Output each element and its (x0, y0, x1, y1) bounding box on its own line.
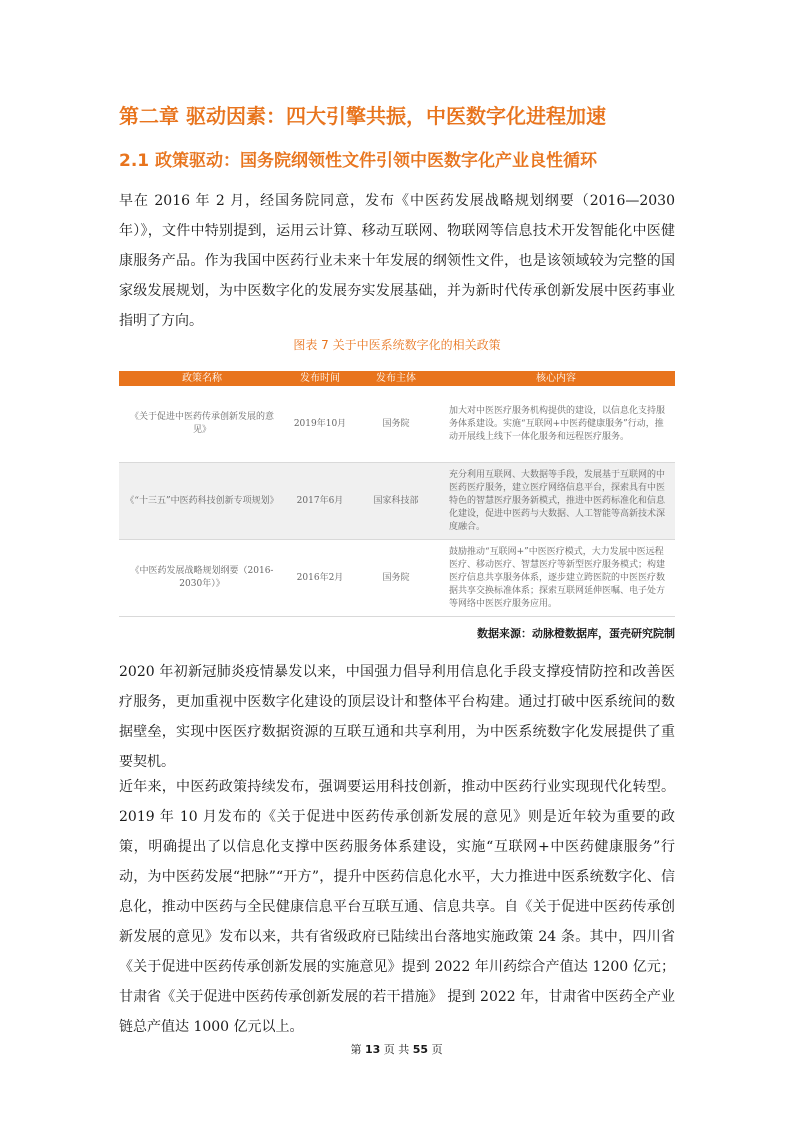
figure-title: 图表 7 关于中医系统数字化的相关政策 (293, 338, 501, 352)
footer-prefix: 第 (350, 1043, 362, 1056)
paragraph-recent-policies (119, 772, 675, 1042)
page-footer (0, 1041, 793, 1057)
section-title: 2.1 政策驱动：国务院纲领性文件引领中医数字化产业良性循环 (119, 151, 598, 171)
release-date-cell: 2019年10月 (285, 386, 355, 463)
total-page-count: 55 (412, 1043, 429, 1056)
release-date-cell: 2016年2月 (285, 540, 355, 617)
policy-name-cell: 《关于促进中医药传承创新发展的意见》 (119, 386, 285, 463)
table-header-row (119, 371, 675, 386)
paragraph-covid (119, 657, 675, 777)
chapter-title: 第二章 驱动因素：四大引擎共振，中医数字化进程加速 (119, 104, 606, 128)
paragraph-text: 2020 年初新冠肺炎疫情暴发以来，中国强力倡导利用信息化手段支撑疫情防控和改善医疗服务，更加重视中医数字化建设的顶层设计和整体平台构建。通过打破中医系统间的数据壁垒，实现中医医疗数据资源的互联互通和共享利用，为中医系统数字化发展提供了重要契机。 (119, 664, 675, 770)
core-content-cell: 鼓励推动“互联网+”中医医疗模式，大力发展中医远程医疗、移动医疗、智慧医疗等新型医疗服务模式；构建医疗信息共享服务体系，逐步建立跨医院的中医医疗数据共享交换标准体系；探索互联网延伸医嘱、电子处方等网络中医医疗服务应用。 (437, 540, 675, 617)
issuer-cell: 国务院 (355, 540, 437, 617)
paragraph-text: 近年来，中医药政策持续发布，强调要运用科技创新，推动中医药行业实现现代化转型。2019 年 10 月发布的《关于促进中医药传承创新发展的意见》则是近年较为重要的政策，明确提出了以信息化支撑中医药服务体系建设，实施“互联网+中医药健康服务”行动，为中医药发展“把脉”“开方”，提升中医药信息化水平，大力推进中医系统数字化、信息化，推动中医药与全民健康信息平台互联互通、信息共享。自《关于促进中医药传承创新发展的意见》发布以来，共有省级政府已陆续出台落地实施政策 24 条。其中，四川省《关于促进中医药传承创新发展的实施意见》提到 2022 年川药综合产值达 1200 亿元；甘肃省《关于促进中医药传承创新发展的若干措施》 提到 2022 年，甘肃省中医药全产业链总产值达 1000 亿元以上。 (119, 779, 675, 1035)
policy-name-cell: 《“十三五”中医药科技创新专项规划》 (119, 463, 285, 540)
core-content-cell: 加大对中医医疗服务机构提供的建设，以信息化支持服务体系建设。实施“互联网+中医药健康服务”行动，推动开展线上线下一体化服务和远程医疗服务。 (437, 386, 675, 463)
current-page-number: 13 (364, 1043, 381, 1056)
issuer-cell: 国务院 (355, 386, 437, 463)
header-release-date: 发布时间 (285, 371, 355, 386)
header-core-content: 核心内容 (437, 371, 675, 386)
paragraph-text: 早在 2016 年 2 月，经国务院同意，发布《中医药发展战略规划纲要（2016—2030 年）》，文件中特别提到，运用云计算、移动互联网、物联网等信息技术开发智能化中医健康服务产品。作为我国中医药行业未来十年发展的纲领性文件，也是该领域较为完整的国家级发展规划，为中医数字化的发展夯实发展基础，并为新时代传承创新发展中医药事业指明了方向。 (119, 193, 675, 329)
data-source-note: 数据来源：动脉橙数据库，蛋壳研究院制 (477, 627, 675, 640)
policy-table (119, 371, 675, 617)
table-row (119, 540, 675, 617)
issuer-cell: 国家科技部 (355, 463, 437, 540)
core-content-cell: 充分利用互联网、大数据等手段，发展基于互联网的中医药医疗服务，建立医疗网络信息平台，探索具有中医特色的智慧医疗服务新模式，推进中医药标准化和信息化建设，促进中医药与大数据、人工智能等高新技术深度融合。 (437, 463, 675, 540)
header-issuer: 发布主体 (355, 371, 437, 386)
footer-middle: 页 共 (383, 1043, 410, 1056)
policy-name-cell: 《中医药发展战略规划纲要（2016-2030年）》 (119, 540, 285, 617)
header-policy-name: 政策名称 (119, 371, 285, 386)
footer-suffix: 页 (431, 1043, 443, 1056)
table-row (119, 386, 675, 463)
table-row (119, 463, 675, 540)
paragraph-policy-intro (119, 186, 675, 336)
release-date-cell: 2017年6月 (285, 463, 355, 540)
